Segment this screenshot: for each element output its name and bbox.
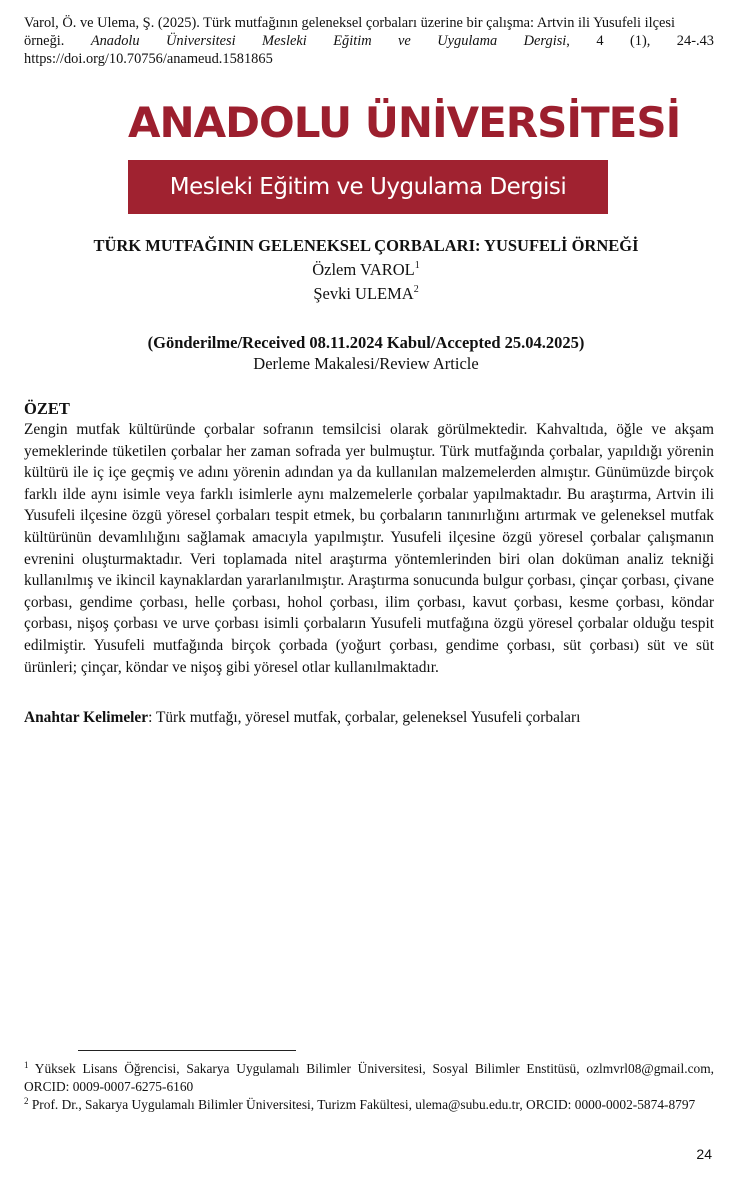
author-1 xyxy=(0,260,732,280)
citation-line-1: Varol, Ö. ve Ulema, Ş. (2025). Türk mutfağının geleneksel çorbaları üzerine bir çalışma: Artvin ili Yusufeli ilçesi xyxy=(24,15,675,31)
author-1-name: Özlem VAROL xyxy=(312,260,415,279)
submission-dates: (Gönderilme/Received 08.11.2024 Kabul/Accepted 25.04.2025) xyxy=(147,333,585,352)
author-2 xyxy=(0,284,732,304)
author-2-name: Şevki ULEMA xyxy=(313,284,414,303)
abstract-body xyxy=(24,419,714,678)
journal-logo-subtitle: Mesleki Eğitim ve Uygulama Dergisi xyxy=(169,174,567,200)
article-title: TÜRK MUTFAĞININ GELENEKSEL ÇORBALARI: YUSUFELİ ÖRNEĞİ xyxy=(93,236,639,255)
footnote-1 xyxy=(24,1060,714,1096)
keywords xyxy=(24,707,714,729)
citation-line-2-start: örneği. xyxy=(24,33,91,49)
page-number: 24 xyxy=(696,1146,712,1162)
footnote-2-text: Prof. Dr., Sakarya Uygulamalı Bilimler Üniversitesi, Turizm Fakültesi, ulema@subu.edu.tr, ORCID: 0000-0002-5874-8797 xyxy=(28,1097,696,1112)
author-1-footnote-mark: 1 xyxy=(414,260,420,271)
abstract-heading: ÖZET xyxy=(24,399,70,418)
keywords-label: Anahtar Kelimeler xyxy=(24,709,149,726)
footnote-1-text: Yüksek Lisans Öğrencisi, Sakarya Uygulamalı Bilimler Üniversitesi, Sosyal Bilimler Enstitüsü, ozlmvrl08@gmail.com, ORCID: 0009-0007-6275-6160 xyxy=(24,1061,714,1094)
citation-journal: Anadolu Üniversitesi Mesleki Eğitim ve Uygulama Dergisi xyxy=(90,33,567,49)
author-2-footnote-mark: 2 xyxy=(413,284,419,295)
citation-header xyxy=(24,14,714,68)
footnote-2 xyxy=(24,1096,714,1114)
university-logo-title: ANADOLU ÜNİVERSİTESİ xyxy=(128,98,681,147)
citation-doi: https://doi.org/10.70756/anameud.1581865 xyxy=(24,51,273,67)
citation-line-2 xyxy=(24,32,714,50)
footnotes xyxy=(24,1060,714,1114)
footnote-divider xyxy=(78,1050,296,1051)
article-type: Derleme Makalesi/Review Article xyxy=(253,354,479,373)
abstract-text: Zengin mutfak kültüründe çorbalar sofranın temsilcisi olarak görülmektedir. Kahvaltıda, öğle ve akşam yemeklerinde tüketilen çorbalar her zaman sofrada yer bulmuştur. Türk mutfağında çorbalar, yapıldığı yörenin kültürü ile iç içe geçmiş ve adını yörenin adından ya da kullanılan malzemelerden almıştır. Günümüzde birçok farklı ilde aynı isimle veya farklı isimlerle aynı malzemelerle çorbalar yapılmaktadır. Bu araştırma, Artvin ili Yusufeli ilçesine özgü yöresel çorbaları tespit etmek, bu çorbaların tanınırlığını artırmak ve geleneksel mutfak kültürünün devamlılığını sağlamak amacıyla yapılmıştır. Yusufeli ilçesine özgü yöresel çorbalar çalışmanın evrenini oluşturmaktadır. Veri toplamada nitel araştırma yöntemlerinden biri olan doküman analiz tekniği kullanılmış ve ikincil kaynaklardan yararlanılmıştır. Araştırma sonucunda bulgur çorbası, çinçar çorbası, çivane çorbası, gendime çorbası, helle çorbası, hohol çorbası, ilim çorbası, kavut çorbası, kesme çorbası, köndar çorbası, nişoş çorbası ve urve çorbası isimli çorbaların Yusufeli mutfağına özgü yöresel çorbalar olduğu tespit edilmiştir. Yusufeli mutfağında birçok çorbada (yoğurt çorbası, gendime çorbası, süt çorbası) süt ve süt ürünleri; çinçar, köndar ve nişoş gibi yöresel otlar kullanılmaktadır. xyxy=(24,421,714,676)
keywords-list: : Türk mutfağı, yöresel mutfak, çorbalar, geleneksel Yusufeli çorbaları xyxy=(148,709,581,726)
footnote-1-mark: 1 xyxy=(24,1060,29,1070)
footnote-2-mark: 2 xyxy=(24,1096,29,1106)
citation-volume: , 4 (1), 24-.43 xyxy=(566,33,714,49)
journal-logo-band xyxy=(128,160,608,214)
